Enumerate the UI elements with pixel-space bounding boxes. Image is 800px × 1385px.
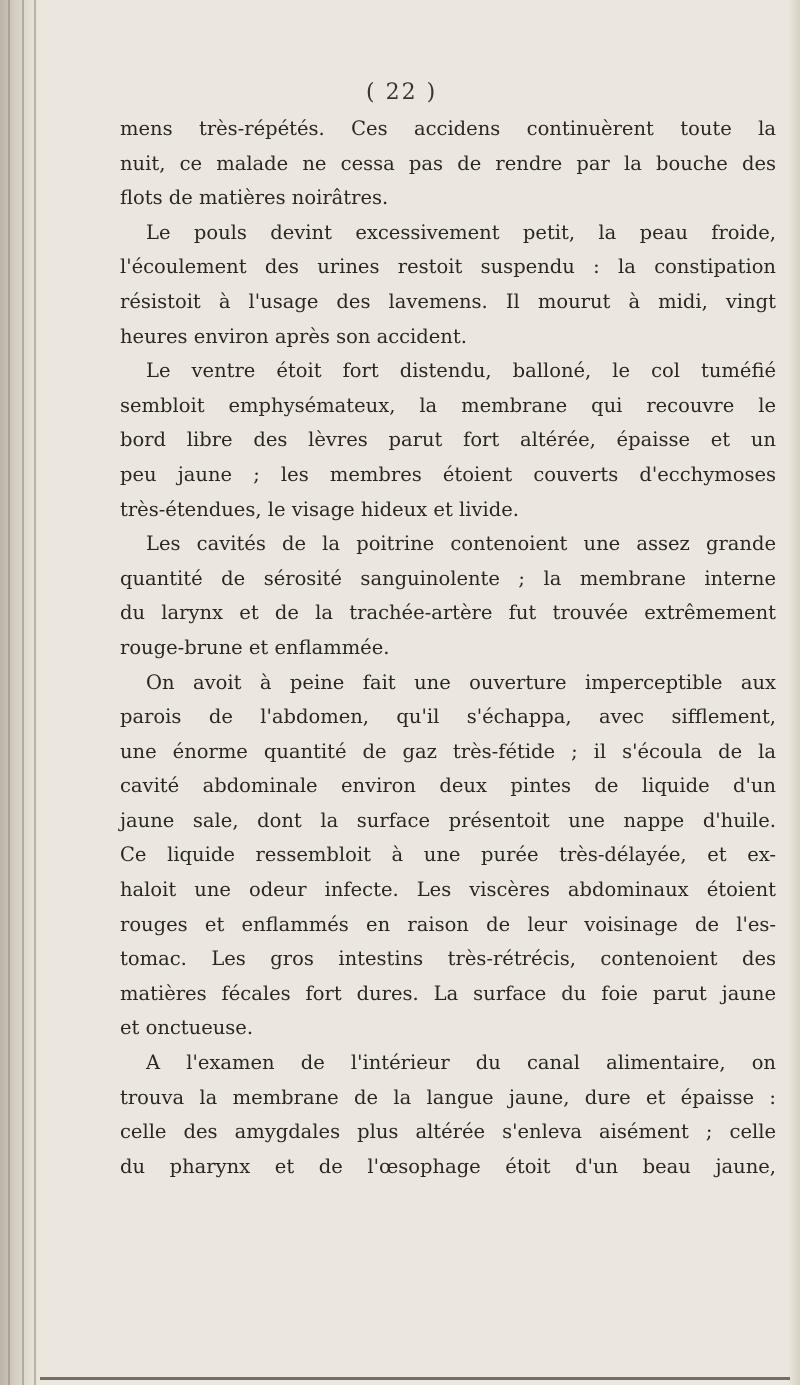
body-text [120,112,776,1184]
text-line: Le ventre étoit fort distendu, balloné, le col tuméfié [146,359,776,383]
bottom-rule [40,1377,790,1380]
text-line: très-étendues, le visage hideux et livide. [120,497,519,521]
text-line: cavité abdominale environ deux pintes de liquide d'un [120,774,776,798]
text-line: peu jaune ; les membres étoient couverts d'ecchymoses [120,462,776,486]
text-line: Les cavités de la poitrine contenoient une assez grande [146,532,776,556]
text-line: Le pouls devint excessivement petit, la peau froide, [146,220,776,244]
text-line: bord libre des lèvres parut fort altérée, épaisse et un [120,428,776,452]
text-line: résistoit à l'usage des lavemens. Il mourut à midi, vingt [120,289,776,313]
text-line: parois de l'abdomen, qu'il s'échappa, avec sifflement, [120,705,776,729]
text-line: sembloit emphysémateux, la membrane qui recouvre le [120,393,776,417]
text-line: et onctueuse. [120,1016,254,1040]
text-line: du larynx et de la trachée-artère fut trouvée extrêmement [120,601,776,625]
text-line: celle des amygdales plus altérée s'enleva aisément ; celle [120,1120,776,1144]
page-number: ( 22 ) [366,80,438,105]
text-line: rouges et enflammés en raison de leur voisinage de l'es- [120,912,776,936]
text-line: tomac. Les gros intestins très-rétrécis, contenoient des [120,947,776,971]
page-right-edge [788,0,800,1385]
text-line: nuit, ce malade ne cessa pas de rendre par la bouche des [120,151,776,175]
page-header [0,80,800,112]
gutter-crease-line [22,0,24,1385]
text-line: Ce liquide ressembloit à une purée très-délayée, et ex- [120,843,776,867]
text-line: flots de matières noirâtres. [120,186,389,210]
text-line: A l'examen de l'intérieur du canal alimentaire, on [146,1051,776,1075]
text-line: jaune sale, dont la surface présentoit une nappe d'huile. [120,808,776,832]
text-line: heures environ après son accident. [120,324,467,348]
text-line: du pharynx et de l'œsophage étoit d'un beau jaune, [120,1154,776,1178]
gutter-crease-line [8,0,10,1385]
text-line: On avoit à peine fait une ouverture imperceptible aux [146,670,776,694]
gutter-crease-line [34,0,36,1385]
text-line: trouva la membrane de la langue jaune, dure et épaisse : [120,1085,776,1109]
text-line: matières fécales fort dures. La surface du foie parut jaune [120,981,776,1005]
text-line: rouge-brune et enflammée. [120,635,390,659]
text-line: une énorme quantité de gaz très-fétide ; il s'écoula de la [120,739,776,763]
text-line: mens très-répétés. Ces accidens continuèrent toute la [120,117,776,140]
text-line: l'écoulement des urines restoit suspendu : la constipation [120,255,776,279]
text-line: quantité de sérosité sanguinolente ; la membrane interne [120,566,776,590]
text-line: haloit une odeur infecte. Les viscères abdominaux étoient [120,878,776,902]
